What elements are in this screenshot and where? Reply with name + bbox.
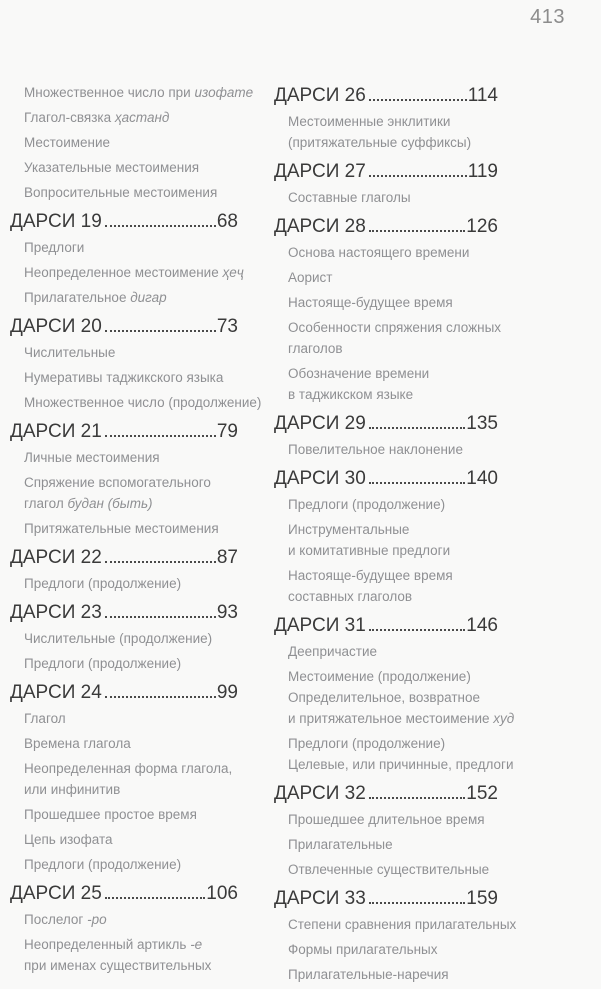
toc-entry-heading — [10, 418, 238, 445]
toc-line — [288, 187, 498, 208]
dot-leader — [369, 629, 466, 631]
toc-line — [24, 854, 238, 875]
toc-entry-page: 140 — [466, 468, 498, 489]
toc-line — [288, 111, 498, 132]
toc-text-segment: Предлоги (продолжение) — [24, 576, 182, 591]
toc-line — [288, 859, 498, 880]
toc-text-segment: (притяжательные суффиксы) — [288, 135, 472, 150]
dot-leader — [369, 902, 466, 904]
toc-text-segment: Числительные (продолжение) — [24, 631, 213, 646]
toc-text-segment: Предлоги (продолжение) — [288, 497, 446, 512]
toc-entry-heading — [274, 410, 498, 437]
toc-text-segment: Числительные — [24, 345, 116, 360]
toc-section — [10, 313, 262, 413]
toc-line — [24, 779, 238, 800]
toc-entry-label: ДАРСИ 21 — [10, 421, 102, 442]
toc-text-segment: ҳастанд — [114, 110, 170, 125]
toc-item — [288, 267, 498, 288]
toc-item — [288, 666, 515, 729]
toc-entry-label: ДАРСИ 31 — [274, 615, 366, 636]
toc-entry-page: 152 — [466, 783, 498, 804]
toc-item — [24, 107, 238, 128]
toc-entry-label: ДАРСИ 24 — [10, 682, 102, 703]
toc-entry-label: ДАРСИ 29 — [274, 413, 366, 434]
toc-line — [24, 733, 238, 754]
toc-item — [24, 447, 238, 468]
toc-item — [24, 82, 254, 103]
toc-item — [288, 914, 517, 935]
toc-line — [288, 708, 515, 729]
toc-text-segment: Глагол-связка — [24, 110, 115, 125]
toc-entry-heading — [274, 213, 498, 240]
toc-text-segment: Местоимение (продолжение) — [288, 669, 471, 684]
dot-leader — [105, 435, 216, 437]
toc-section — [10, 880, 238, 976]
toc-entry-label: ДАРСИ 23 — [10, 602, 102, 623]
toc-text-segment: глагол — [24, 496, 68, 511]
toc-entry-page: 99 — [216, 682, 238, 703]
toc-line — [288, 754, 514, 775]
toc-item — [288, 292, 498, 313]
toc-item — [288, 809, 498, 830]
toc-text-segment: Множественное число (продолжение) — [24, 395, 262, 410]
toc-item — [24, 653, 238, 674]
toc-line — [24, 392, 262, 413]
toc-entry-heading — [10, 880, 238, 907]
toc-line — [288, 641, 498, 662]
toc-text-segment: Неопределенная форма глагола, — [24, 761, 233, 776]
toc-item — [24, 573, 238, 594]
toc-text-segment: Времена глагола — [24, 736, 131, 751]
dot-leader — [105, 616, 216, 618]
toc-line — [24, 107, 238, 128]
toc-line — [24, 628, 238, 649]
toc-text-segment: Повелительное наклонение — [288, 442, 463, 457]
toc-item — [24, 472, 238, 514]
toc-section — [10, 599, 238, 674]
toc-line — [288, 687, 498, 708]
toc-line — [288, 565, 498, 586]
toc-item — [24, 628, 238, 649]
toc-entry-page: 68 — [216, 211, 238, 232]
toc-line — [288, 939, 498, 960]
toc-line — [24, 157, 238, 178]
toc-column-right — [274, 75, 517, 989]
toc-section — [10, 418, 238, 539]
toc-text-segment: Формы прилагательных — [288, 942, 438, 957]
toc-item — [24, 708, 238, 729]
toc-text-segment: при именах существительных — [24, 958, 212, 973]
toc-text-segment: -ро — [87, 912, 107, 927]
toc-text-segment: Настояще-будущее время — [288, 295, 453, 310]
toc-item — [288, 187, 498, 208]
toc-line — [24, 262, 244, 283]
toc-section — [274, 780, 498, 880]
toc-text-segment: Настояще-будущее время — [288, 568, 453, 583]
toc-text-segment: дигар — [130, 290, 167, 305]
toc-line — [24, 708, 238, 729]
toc-entry-heading — [10, 679, 238, 706]
toc-text-segment: Множественное число при — [24, 85, 195, 100]
toc-line — [288, 964, 498, 985]
toc-text-segment: изофате — [194, 85, 254, 100]
toc-line — [24, 447, 238, 468]
toc-item — [288, 494, 498, 515]
toc-line — [24, 804, 238, 825]
toc-item — [288, 242, 498, 263]
dot-leader — [369, 482, 466, 484]
toc-line — [24, 367, 238, 388]
toc-text-segment: Составные глаголы — [288, 190, 411, 205]
toc-entry-page: 135 — [466, 413, 498, 434]
toc-entry-heading — [274, 158, 498, 185]
toc-section — [10, 679, 238, 875]
toc-text-segment: Обозначение времени — [288, 366, 430, 381]
toc-item — [288, 519, 498, 561]
toc-entry-page: 159 — [466, 888, 498, 909]
toc-entry-page: 114 — [467, 85, 498, 106]
dot-leader — [369, 797, 466, 799]
toc-text-segment: в таджикском языке — [288, 387, 414, 402]
toc-text-segment: Вопросительные местоимения — [24, 185, 218, 200]
toc-line — [24, 237, 238, 258]
toc-text-segment: Прилагательное — [24, 290, 131, 305]
toc-line — [288, 586, 498, 607]
toc-section — [10, 82, 254, 203]
toc-item — [24, 262, 244, 283]
toc-line — [24, 653, 238, 674]
toc-text-segment: Притяжательные местоимения — [24, 521, 219, 536]
toc-item — [24, 829, 238, 850]
toc-entry-label: ДАРСИ 25 — [10, 883, 102, 904]
toc-line — [24, 955, 238, 976]
toc-line — [24, 287, 238, 308]
toc-text-segment: Нумеративы таджикского языка — [24, 370, 224, 385]
toc-item — [24, 392, 262, 413]
dot-leader — [369, 99, 467, 101]
toc-item — [24, 132, 238, 153]
toc-line — [288, 519, 498, 540]
toc-section — [274, 82, 498, 153]
toc-line — [24, 132, 238, 153]
toc-column-left — [10, 75, 262, 980]
dot-leader — [105, 696, 216, 698]
toc-item — [288, 111, 498, 153]
toc-item — [24, 854, 238, 875]
toc-item — [24, 518, 238, 539]
toc-text-segment: Отвлеченные существительные — [288, 862, 490, 877]
toc-text-segment: ҳеҷ — [222, 265, 244, 280]
toc-text-segment: Предлоги (продолжение) — [24, 656, 182, 671]
toc-text-segment: Определительное, возвратное — [288, 690, 480, 705]
toc-text-segment: Указательные местоимения — [24, 160, 200, 175]
toc-item — [24, 342, 238, 363]
toc-text-segment: -е — [190, 937, 203, 952]
toc-line — [288, 242, 498, 263]
toc-line — [24, 758, 238, 779]
toc-text-segment: Целевые, или причинные, предлоги — [288, 757, 514, 772]
toc-section — [274, 410, 498, 460]
toc-line — [288, 292, 498, 313]
toc-text-segment: Неопределенный артикль — [24, 937, 191, 952]
toc-text-segment: Прошедшее простое время — [24, 807, 197, 822]
dot-leader — [369, 230, 466, 232]
toc-line — [24, 182, 238, 203]
toc-line — [24, 82, 254, 103]
dot-leader — [369, 427, 466, 429]
toc-item — [288, 834, 498, 855]
toc-entry-page: 73 — [216, 316, 238, 337]
toc-text-segment: Неопределенное местоимение — [24, 265, 223, 280]
toc-section — [10, 208, 244, 308]
toc-text-segment: Прилагательные-наречия — [288, 967, 449, 982]
toc-line — [288, 132, 498, 153]
toc-item — [24, 237, 238, 258]
toc-item — [24, 733, 238, 754]
toc-text-segment: Прошедшее длительное время — [288, 812, 485, 827]
toc-item — [288, 641, 498, 662]
toc-entry-heading — [274, 82, 498, 109]
toc-entry-heading — [274, 465, 498, 492]
toc-text-segment: Прилагательные — [288, 837, 393, 852]
toc-section — [274, 158, 498, 208]
toc-item — [288, 859, 498, 880]
toc-entry-heading — [10, 208, 238, 235]
toc-text-segment: Глагол — [24, 711, 66, 726]
toc-item — [24, 182, 238, 203]
toc-text-segment: или инфинитив — [24, 782, 121, 797]
toc-text-segment: Послелог — [24, 912, 88, 927]
toc-entry-label: ДАРСИ 20 — [10, 316, 102, 337]
toc-text-segment: составных глаголов — [288, 589, 413, 604]
toc-line — [288, 384, 498, 405]
toc-entry-heading — [10, 313, 238, 340]
dot-leader — [105, 225, 216, 227]
toc-line — [288, 267, 498, 288]
toc-line — [288, 540, 498, 561]
toc-line — [288, 494, 498, 515]
toc-item — [24, 758, 238, 800]
toc-item — [288, 565, 498, 607]
toc-entry-page: 87 — [216, 547, 238, 568]
toc-line — [24, 934, 238, 955]
toc-line — [288, 338, 498, 359]
toc-text-segment: Предлоги (продолжение) — [24, 857, 182, 872]
toc-text-segment: Инструментальные — [288, 522, 410, 537]
toc-text-segment: Личные местоимения — [24, 450, 160, 465]
toc-item — [288, 939, 498, 960]
toc-line — [24, 909, 238, 930]
toc-entry-heading — [274, 612, 498, 639]
dot-leader — [105, 897, 206, 899]
toc-text-segment: Предлоги (продолжение) — [288, 736, 446, 751]
toc-item — [288, 964, 498, 985]
toc-entry-page: 126 — [466, 216, 498, 237]
toc-text-segment: будан (быть) — [67, 496, 153, 511]
dot-leader — [105, 561, 216, 563]
toc-text-segment: худ — [493, 711, 515, 726]
toc-text-segment: Деепричастие — [288, 644, 378, 659]
toc-entry-label: ДАРСИ 26 — [274, 85, 366, 106]
toc-section — [274, 612, 515, 775]
toc-section — [274, 213, 502, 405]
toc-item — [24, 287, 238, 308]
toc-line — [24, 342, 238, 363]
toc-text-segment: Местоименные энклитики — [288, 114, 451, 129]
toc-entry-heading — [274, 885, 498, 912]
toc-entry-label: ДАРСИ 32 — [274, 783, 366, 804]
toc-entry-heading — [274, 780, 498, 807]
toc-entry-page: 79 — [216, 421, 238, 442]
toc-item — [288, 317, 502, 359]
toc-text-segment: Особенности спряжения сложных — [288, 320, 502, 335]
toc-line — [24, 573, 238, 594]
toc-text-segment: и притяжательное местоимение — [288, 711, 494, 726]
toc-entry-label: ДАРСИ 22 — [10, 547, 102, 568]
toc-entry-page: 119 — [467, 161, 498, 182]
toc-line — [24, 493, 238, 514]
toc-text-segment: Предлоги — [24, 240, 85, 255]
toc-line — [288, 363, 498, 384]
toc-line — [288, 317, 502, 338]
toc-entry-page: 93 — [216, 602, 238, 623]
toc-entry-label: ДАРСИ 27 — [274, 161, 366, 182]
toc-item — [288, 733, 514, 775]
toc-line — [288, 834, 498, 855]
toc-line — [288, 439, 498, 460]
toc-item — [24, 804, 238, 825]
toc-section — [274, 465, 498, 607]
toc-text-segment: Аорист — [288, 270, 333, 285]
dot-leader — [369, 175, 467, 177]
toc-text-segment: Степени сравнения прилагательных — [288, 917, 517, 932]
toc-item — [288, 439, 498, 460]
toc-entry-label: ДАРСИ 19 — [10, 211, 102, 232]
toc-entry-label: ДАРСИ 33 — [274, 888, 366, 909]
toc-entry-label: ДАРСИ 30 — [274, 468, 366, 489]
toc-line — [24, 829, 238, 850]
toc-text-segment: Спряжение вспомогательного — [24, 475, 211, 490]
toc-text-segment: и комитативные предлоги — [288, 543, 451, 558]
toc-entry-heading — [10, 544, 238, 571]
toc-line — [288, 666, 498, 687]
toc-item — [24, 157, 238, 178]
toc-line — [288, 914, 517, 935]
toc-line — [288, 809, 498, 830]
toc-entry-heading — [10, 599, 238, 626]
toc-line — [24, 518, 238, 539]
toc-text-segment: Цепь изофата — [24, 832, 113, 847]
toc-text-segment: глаголов — [288, 341, 343, 356]
page-number: 413 — [530, 6, 565, 28]
dot-leader — [105, 330, 216, 332]
toc-entry-page: 106 — [206, 883, 238, 904]
toc-text-segment: Местоимение — [24, 135, 111, 150]
toc-text-segment: Основа настоящего времени — [288, 245, 470, 260]
toc-section — [274, 885, 517, 985]
toc-item — [24, 909, 238, 930]
toc-entry-page: 146 — [466, 615, 498, 636]
toc-item — [24, 367, 238, 388]
toc-line — [288, 733, 498, 754]
toc-line — [24, 472, 238, 493]
toc-section — [10, 544, 238, 594]
toc-entry-label: ДАРСИ 28 — [274, 216, 366, 237]
toc-item — [288, 363, 498, 405]
